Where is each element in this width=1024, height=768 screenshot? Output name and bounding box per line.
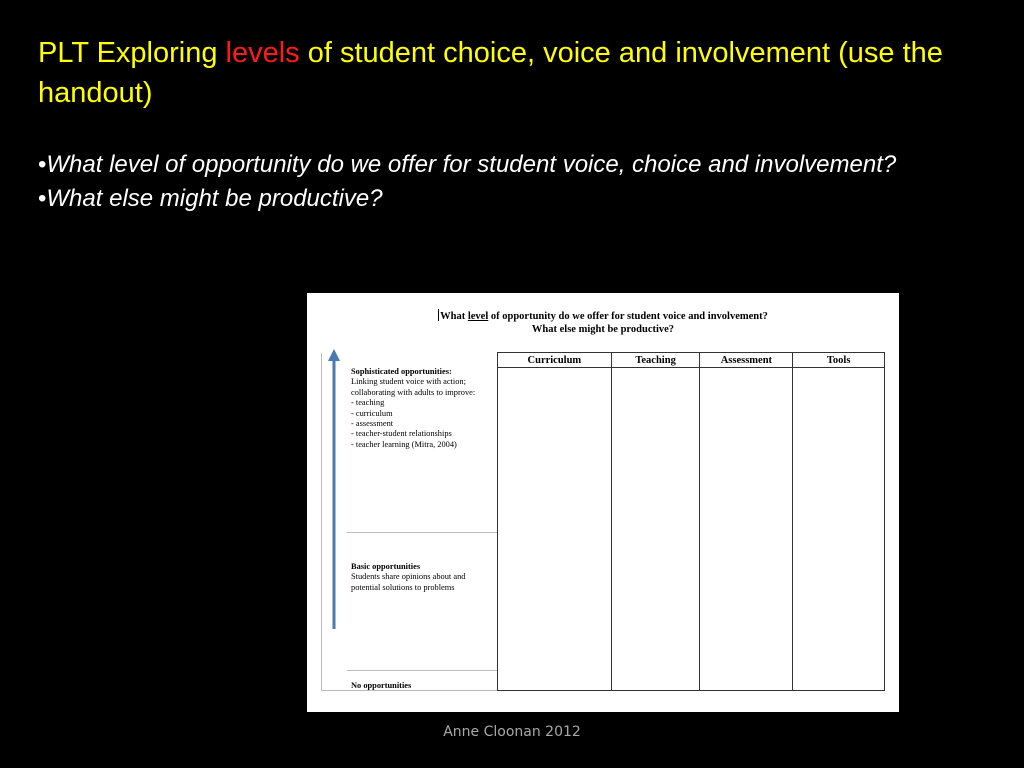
up-arrow-icon bbox=[321, 347, 347, 637]
level-basic bbox=[351, 562, 496, 593]
column-header-curriculum: Curriculum bbox=[498, 353, 612, 368]
handout-image bbox=[307, 293, 899, 712]
level-line: - teacher-student relationships bbox=[351, 429, 452, 439]
column-header-assessment: Assessment bbox=[700, 353, 793, 368]
level-none-title: No opportunities bbox=[351, 681, 412, 690]
bullet-icon: • bbox=[38, 185, 47, 212]
table-header-row bbox=[498, 353, 885, 368]
heading-underlined-word: level bbox=[467, 311, 489, 322]
heading-post: of opportunity do we offer for student voice and involvement? bbox=[488, 311, 768, 322]
question-list bbox=[38, 148, 938, 216]
table-cell bbox=[611, 368, 700, 691]
level-line: Linking student voice with action; bbox=[351, 377, 466, 387]
question-item bbox=[38, 148, 938, 182]
level-line: - curriculum bbox=[351, 408, 393, 418]
slide-title bbox=[38, 33, 998, 113]
title-part-1: PLT Exploring bbox=[38, 37, 226, 69]
text-cursor-icon bbox=[438, 309, 439, 321]
level-line: collaborating with adults to improve: bbox=[351, 387, 476, 397]
table-cell bbox=[700, 368, 793, 691]
levels-column-left-border bbox=[321, 353, 322, 691]
handout-table bbox=[497, 352, 885, 691]
levels-divider-lower bbox=[347, 670, 497, 671]
heading-pre: What bbox=[440, 311, 468, 322]
handout-heading-line-2: What else might be productive? bbox=[531, 324, 675, 335]
levels-divider-upper bbox=[347, 532, 497, 533]
column-header-teaching: Teaching bbox=[611, 353, 700, 368]
level-basic-title: Basic opportunities bbox=[351, 562, 421, 571]
level-line: - teaching bbox=[351, 398, 385, 408]
handout-heading bbox=[307, 309, 899, 336]
level-line: - teacher learning (Mitra, 2004) bbox=[351, 439, 457, 449]
table-row bbox=[498, 368, 885, 691]
title-highlight-levels: levels bbox=[225, 37, 300, 69]
level-sophisticated-title: Sophisticated opportunities: bbox=[351, 367, 452, 376]
question-item bbox=[38, 182, 938, 216]
handout-heading-line-1 bbox=[307, 309, 899, 323]
title-part-2: of student choice, voice and involvement (use the handout) bbox=[38, 37, 943, 109]
bullet-icon: • bbox=[38, 151, 47, 178]
question-text: What else might be productive? bbox=[46, 185, 383, 212]
level-sophisticated bbox=[351, 367, 496, 450]
level-line: potential solutions to problems bbox=[351, 582, 455, 592]
footer-credit: Anne Cloonan 2012 bbox=[443, 724, 581, 740]
table-cell bbox=[793, 368, 885, 691]
question-text: What level of opportunity do we offer for student voice, choice and involvement? bbox=[46, 151, 897, 178]
column-header-tools: Tools bbox=[793, 353, 885, 368]
level-line: Students share opinions about and bbox=[351, 572, 466, 582]
table-cell bbox=[498, 368, 612, 691]
level-none bbox=[351, 681, 496, 691]
level-line: - assessment bbox=[351, 419, 394, 429]
